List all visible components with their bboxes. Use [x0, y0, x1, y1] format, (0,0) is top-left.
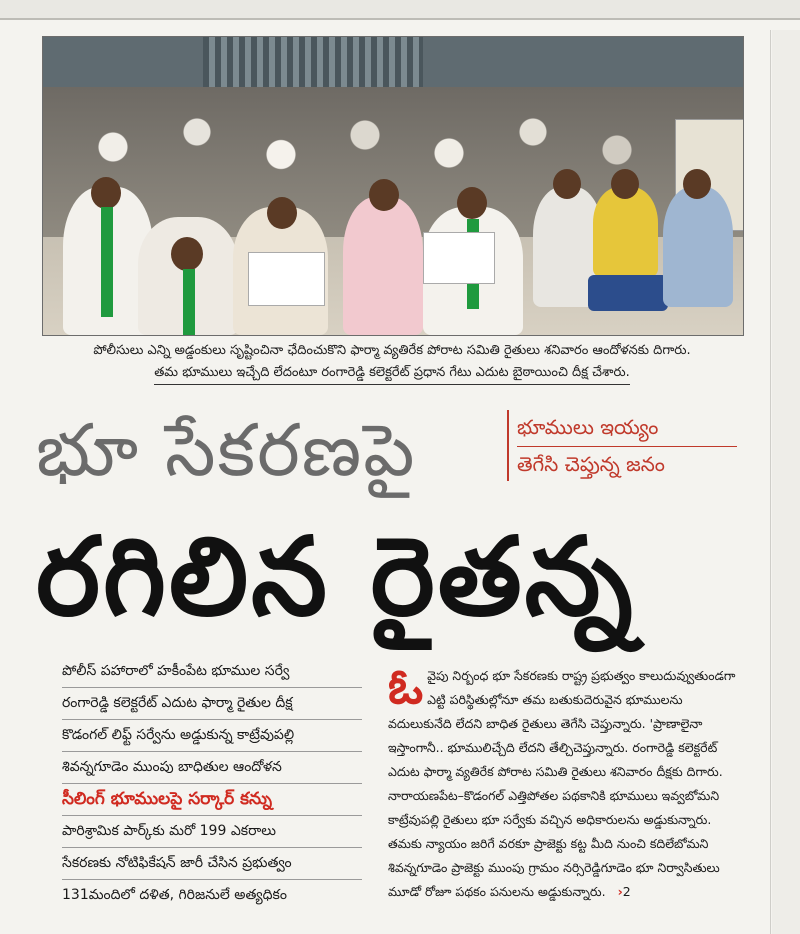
- photo-person: [343, 197, 423, 335]
- highlight-item-subhead: సీలింగ్ భూములపై సర్కార్ కన్ను: [62, 784, 362, 816]
- continued-arrow-icon: ›: [617, 884, 623, 899]
- photo-person: [663, 187, 733, 307]
- highlight-item: కొడంగల్ లిఫ్ట్ సర్వేను అడ్డుకున్న కాట్రేవుపల్లి: [62, 720, 362, 752]
- continued-on-page[interactable]: [618, 884, 631, 899]
- page-top-rule: [0, 0, 800, 20]
- highlight-item: పోలీస్ పహారాలో హకీంపేట భూముల సర్వే: [62, 656, 362, 688]
- highlight-item: 131మందిలో దళిత, గిరిజనులే అత్యధికం: [62, 887, 287, 903]
- photo-placard-left: [248, 252, 325, 306]
- kicker-line-1: భూములు ఇయ్యం: [517, 410, 737, 447]
- caption-line-2: తమ భూములు ఇచ్చేది లేదంటూ రంగారెడ్డి కలెక్టరేట్ ప్రధాన గేటు ఎదుట బైఠాయించి దీక్ష చేశారు.: [154, 362, 630, 385]
- highlight-item: పారిశ్రామిక పార్క్‌కు మరో 199 ఎకరాలు: [62, 816, 362, 848]
- kicker-line-2: తెగేసి చెప్తున్న జనం: [517, 452, 665, 476]
- photo-person-head: [369, 179, 399, 211]
- column-divider: [770, 30, 771, 934]
- article-body-text: వైపు నిర్బంధ భూ సేకరణకు రాష్ట్ర ప్రభుత్వం కాలుదువ్వుతుండగా ఎట్టి పరిస్థితుల్లోనూ తమ బతుకుదెరువైన భూములను వదులుకునేది లేదని బాధిత రైతులు తెగేసి చెప్తున్నారు. 'ప్రాణాలైనా ఇస్తాంగానీ.. భూములిచ్చేది లేదని తేల్చిచెప్తున్నారు. రంగారెడ్డి కలెక్టరేట్ ఎదుట ఫార్మా వ్యతిరేక పోరాట సమితి రైతులు శనివారం దీక్షకు దిగారు. నారాయణపేట–కొడంగల్ ఎత్తిపోతల పథకానికి భూములు ఇవ్వబోమని కాట్రేవుపల్లి రైతులు భూ సర్వేకు వచ్చిన అధికారులను అడ్డుకున్నారు. తమకు న్యాయం జరిగే వరకూ ప్రాజెక్టు కట్ట మీది నుంచి కదిలేబోమని శివన్నగూడెం ప్రాజెక్టు ముంపు గ్రామం నర్సిరెడ్డిగూడెం భూ నిర్వాసితులు మూడో రోజూ పథకం పనులను అడ్డుకున్నారు.: [388, 668, 736, 899]
- photo-person: [593, 187, 658, 277]
- highlight-item: సేకరణకు నోటిఫికేషన్ జారీ చేసిన ప్రభుత్వం: [62, 848, 362, 880]
- photo-person-head: [91, 177, 121, 209]
- continued-page-number: 2: [622, 884, 631, 899]
- adjacent-column-edge: [772, 30, 800, 934]
- drop-cap: ఓ: [388, 659, 424, 715]
- headline-upper: భూ సేకరణపై: [36, 408, 417, 492]
- highlight-item: శివన్నగూడెం ముంపు బాధితుల ఆందోళన: [62, 752, 362, 784]
- photo-person-head: [611, 169, 639, 199]
- photo-placard-right: [423, 232, 495, 284]
- photo-green-scarf: [101, 207, 113, 317]
- headline-main: రగిలిన రైతన్న: [36, 515, 636, 640]
- photo-green-scarf: [183, 269, 195, 335]
- highlight-item: రంగారెడ్డి కలెక్టరేట్ ఎదుట ఫార్మా రైతుల దీక్ష: [62, 688, 362, 720]
- photo-caption: [42, 340, 742, 385]
- photo-person-head: [171, 237, 203, 271]
- caption-line-1: పోలీసులు ఎన్ని అడ్డంకులు సృష్టించినా ఛేదించుకొని ఫార్మా వ్యతిరేక పోరాట సమితి రైతులు శనివారం ఆందోళనకు దిగారు.: [93, 343, 691, 358]
- article-body: [388, 659, 748, 904]
- kicker-box: [507, 410, 737, 481]
- photo-person-head: [457, 187, 487, 219]
- photo-person-legs: [588, 275, 668, 311]
- photo-person-head: [267, 197, 297, 229]
- photo-person-head: [553, 169, 581, 199]
- highlights-list: [62, 656, 362, 911]
- photo-person-head: [683, 169, 711, 199]
- news-photo-farmers-protest: [42, 36, 744, 336]
